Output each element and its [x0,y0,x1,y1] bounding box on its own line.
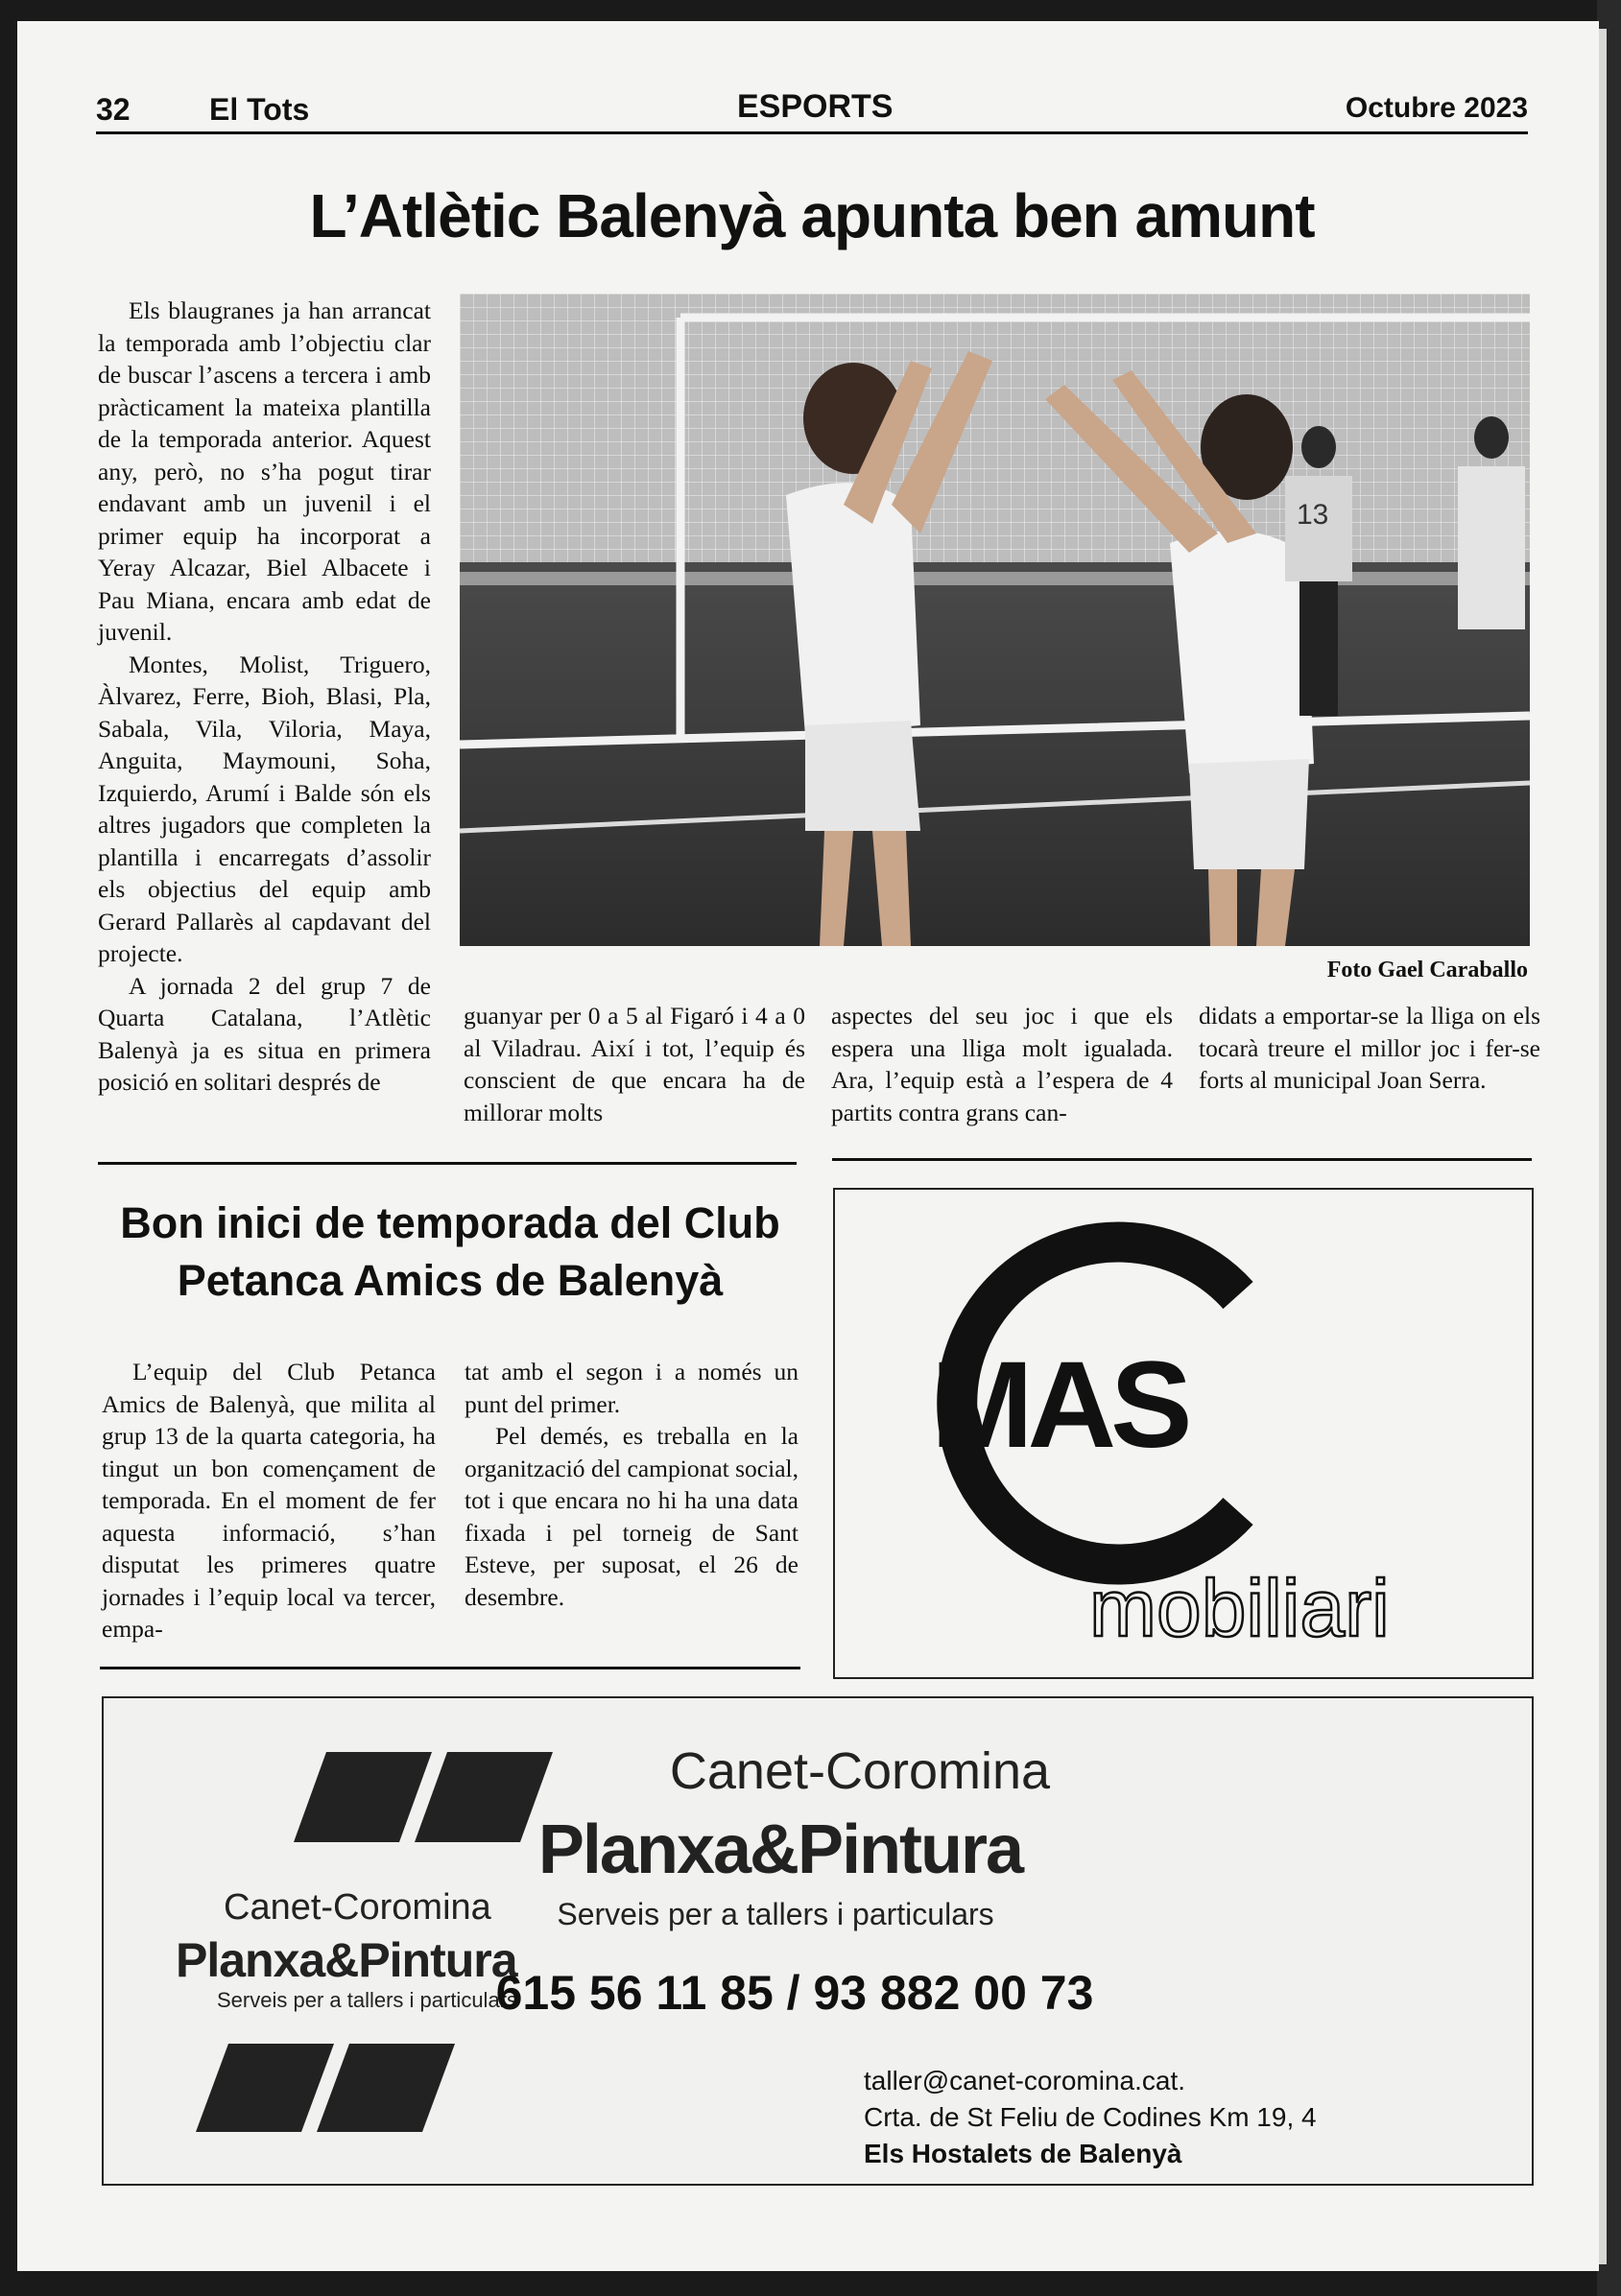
article-paragraph: Els blaugranes ja han arrancat la temporada amb l’objectiu clar de buscar l’ascens a tercera i amb pràcticament la mateixa plantilla de la temporada anterior. Aquest any, però, no s’ha pogut tirar endavant amb un juvenil i el primer equip ha incorporat a Yeray Alcazar, Biel Albacete i Pau Miana, encara amb edat de juvenil. [98,296,431,646]
canet-ad-graphic [104,1698,1532,2184]
brand-name: Planxa&Pintura [537,1811,1023,1888]
stripe-logo [415,1752,553,1842]
header-rule [96,131,1528,134]
article-column-2 [464,1000,805,1128]
phone-numbers: 615 56 11 85 / 93 882 00 73 [495,1966,1094,2020]
mas-mobiliari-ad [833,1188,1534,1679]
running-head [96,88,1528,130]
mas-brand: MAS [931,1337,1187,1474]
article-paragraph: guanyar per 0 a 5 al Figaró i 4 a 0 al Viladrau. Així i tot, l’equip és conscient de que encara ha de millorar molts [464,1002,805,1126]
stripe-logo [317,2044,455,2132]
section-name: ESPORTS [737,88,894,125]
small-business-name: Canet-Coromina [224,1887,491,1928]
mas-subtitle: mobiliari [1089,1563,1390,1653]
section-rule [832,1158,1532,1161]
photo-caption: Foto Gael Caraballo [1326,958,1528,982]
canet-coromina-ad [102,1696,1534,2186]
petanca-column-2 [465,1356,799,1613]
page-number: 32 [96,92,131,127]
small-tagline: Serveis per a tallers i particulars [217,1988,518,2012]
petanca-paragraph: Pel demés, es treballa en la organització del campionat social, tot i que encara no hi ha una data fixada i pel torneig de Sant Esteve, per suposat, el 26 de desembre. [465,1422,799,1611]
article-column-4 [1199,1000,1540,1097]
petanca-column-1 [102,1356,436,1645]
small-brand: Planxa&Pintura [176,1933,517,1987]
article-column-3 [831,1000,1173,1128]
article-paragraph: aspectes del seu joc i que els espera una lliga molt igualada. Ara, l’equip està a l’espera de 4 partits contra grans can- [831,1002,1173,1126]
town: Els Hostalets de Balenyà [864,2139,1182,2168]
business-name: Canet-Coromina [669,1742,1051,1800]
article-paragraph: A jornada 2 del grup 7 de Quarta Catalana, l’Atlètic Balenyà ja es situa en primera posició en solitari després de [98,971,431,1096]
tagline: Serveis per a tallers i particulars [557,1897,994,1931]
stripe-logo [294,1752,432,1842]
registered-mark: ® [1179,1239,1210,1286]
stripe-logo [196,2044,334,2132]
article-paragraph: Montes, Molist, Triguero, Àlvarez, Ferre, Bioh, Blasi, Pla, Sabala, Vila, Viloria, Maya, Anguita, Maymouni, Soha, Izquierdo, Arumí i Balde són els altres jugadors que completen la plantilla i encarregats d’assolir els objectius del equip amb Gerard Pallarès al capdavant del projecte. [98,650,431,967]
email: taller@canet-coromina.cat. [864,2066,1186,2095]
petanca-paragraph: tat amb el segon i a només un punt del primer. [465,1358,799,1418]
magazine-name: El Tots [209,92,310,127]
issue-date: Octubre 2023 [1345,92,1528,124]
article-paragraph: didats a emportar-se la lliga on els tocarà treure el millor joc i fer-se forts al municipal Joan Serra. [1199,1002,1540,1094]
section-rule [100,1667,800,1669]
football-photo [460,294,1530,946]
petanca-title: Bon inici de temporada del Club Petanca Amics de Balenyà [120,1198,780,1305]
petanca-paragraph: L’equip del Club Petanca Amics de Balenyà, que milita al grup 13 de la quarta categoria, ha tingut un bon començament de temporada. En el moment de fer aquesta informació, s’han disputat les primeres quatre jornades i l’equip local va tercer, empa- [102,1358,436,1643]
jersey-number: 13 [1297,499,1329,531]
section-rule [98,1162,797,1165]
article-column-1 [98,295,431,1099]
photo-illustration [460,294,1530,946]
mas-logo [835,1190,1532,1677]
address: Crta. de St Feliu de Codines Km 19, 4 [864,2102,1317,2132]
article-title: L’Atlètic Balenyà apunta ben amunt [309,181,1315,250]
